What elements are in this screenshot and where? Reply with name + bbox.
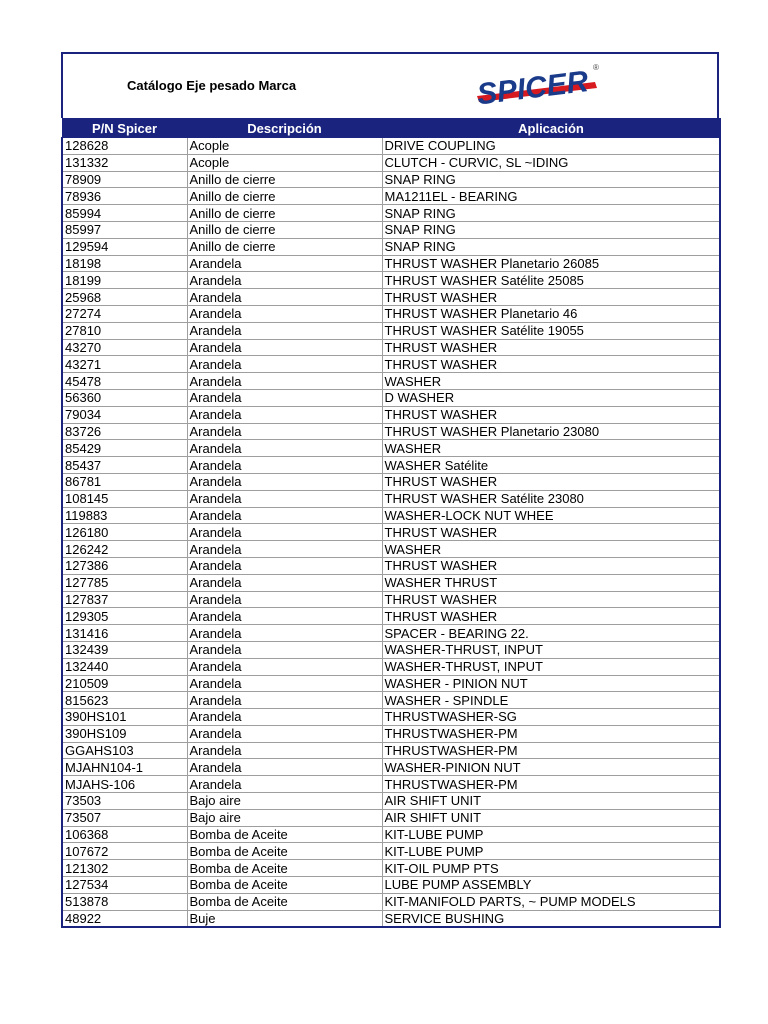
cell-pn: 106368 bbox=[62, 826, 187, 843]
table-row bbox=[62, 709, 720, 726]
cell-pn: 43270 bbox=[62, 339, 187, 356]
cell-application: SNAP RING bbox=[382, 238, 720, 255]
cell-application: KIT-MANIFOLD PARTS, ~ PUMP MODELS bbox=[382, 893, 720, 910]
cell-description: Arandela bbox=[187, 625, 382, 642]
cell-pn: 56360 bbox=[62, 389, 187, 406]
spicer-logo bbox=[471, 60, 603, 116]
cell-pn: 126180 bbox=[62, 524, 187, 541]
cell-application: SNAP RING bbox=[382, 205, 720, 222]
table-row bbox=[62, 255, 720, 272]
table-row bbox=[62, 373, 720, 390]
cell-pn: MJAHN104-1 bbox=[62, 759, 187, 776]
cell-application: DRIVE COUPLING bbox=[382, 138, 720, 155]
cell-description: Arandela bbox=[187, 742, 382, 759]
cell-application: THRUST WASHER Planetario 26085 bbox=[382, 255, 720, 272]
cell-application: WASHER - SPINDLE bbox=[382, 692, 720, 709]
cell-application: THRUST WASHER bbox=[382, 289, 720, 306]
cell-application: THRUST WASHER bbox=[382, 356, 720, 373]
cell-description: Arandela bbox=[187, 406, 382, 423]
cell-description: Arandela bbox=[187, 356, 382, 373]
cell-description: Anillo de cierre bbox=[187, 188, 382, 205]
table-row bbox=[62, 893, 720, 910]
table-row bbox=[62, 188, 720, 205]
cell-application: THRUST WASHER bbox=[382, 473, 720, 490]
table-row bbox=[62, 574, 720, 591]
cell-pn: 131332 bbox=[62, 154, 187, 171]
cell-application: WASHER bbox=[382, 373, 720, 390]
cell-pn: 85994 bbox=[62, 205, 187, 222]
cell-application: WASHER-THRUST, INPUT bbox=[382, 641, 720, 658]
cell-application: SNAP RING bbox=[382, 171, 720, 188]
cell-description: Anillo de cierre bbox=[187, 205, 382, 222]
cell-application: THRUST WASHER bbox=[382, 591, 720, 608]
cell-description: Bajo aire bbox=[187, 809, 382, 826]
cell-description: Arandela bbox=[187, 490, 382, 507]
cell-description: Arandela bbox=[187, 658, 382, 675]
cell-application: WASHER-THRUST, INPUT bbox=[382, 658, 720, 675]
table-header-row bbox=[62, 119, 720, 138]
cell-application: WASHER Satélite bbox=[382, 457, 720, 474]
cell-application: KIT-OIL PUMP PTS bbox=[382, 860, 720, 877]
table-row bbox=[62, 608, 720, 625]
column-header-description: Descripción bbox=[187, 119, 382, 138]
table-row bbox=[62, 154, 720, 171]
cell-description: Arandela bbox=[187, 541, 382, 558]
cell-pn: 129305 bbox=[62, 608, 187, 625]
parts-table bbox=[61, 118, 721, 928]
cell-application: SPACER - BEARING 22. bbox=[382, 625, 720, 642]
table-row bbox=[62, 641, 720, 658]
cell-application: THRUST WASHER bbox=[382, 608, 720, 625]
catalog-title: Catálogo Eje pesado Marca bbox=[127, 78, 297, 93]
catalog-header bbox=[61, 52, 719, 118]
cell-description: Arandela bbox=[187, 272, 382, 289]
cell-application: SNAP RING bbox=[382, 221, 720, 238]
cell-description: Arandela bbox=[187, 641, 382, 658]
table-row bbox=[62, 305, 720, 322]
cell-application: KIT-LUBE PUMP bbox=[382, 826, 720, 843]
cell-pn: 85997 bbox=[62, 221, 187, 238]
cell-description: Arandela bbox=[187, 557, 382, 574]
cell-application: WASHER THRUST bbox=[382, 574, 720, 591]
cell-application: D WASHER bbox=[382, 389, 720, 406]
cell-description: Arandela bbox=[187, 373, 382, 390]
table-row bbox=[62, 221, 720, 238]
table-row bbox=[62, 205, 720, 222]
cell-description: Arandela bbox=[187, 776, 382, 793]
column-header-application: Aplicación bbox=[382, 119, 720, 138]
table-row bbox=[62, 440, 720, 457]
cell-pn: 121302 bbox=[62, 860, 187, 877]
table-row bbox=[62, 138, 720, 155]
cell-description: Arandela bbox=[187, 473, 382, 490]
table-row bbox=[62, 423, 720, 440]
table-row bbox=[62, 776, 720, 793]
cell-application: WASHER bbox=[382, 440, 720, 457]
cell-application: THRUST WASHER Planetario 23080 bbox=[382, 423, 720, 440]
cell-application: WASHER-PINION NUT bbox=[382, 759, 720, 776]
cell-pn: 210509 bbox=[62, 675, 187, 692]
cell-description: Acople bbox=[187, 138, 382, 155]
cell-description: Arandela bbox=[187, 440, 382, 457]
cell-description: Arandela bbox=[187, 591, 382, 608]
table-row bbox=[62, 457, 720, 474]
cell-pn: 108145 bbox=[62, 490, 187, 507]
cell-description: Bomba de Aceite bbox=[187, 893, 382, 910]
cell-pn: 85437 bbox=[62, 457, 187, 474]
cell-application: THRUST WASHER Satélite 23080 bbox=[382, 490, 720, 507]
cell-application: THRUST WASHER Planetario 46 bbox=[382, 305, 720, 322]
cell-pn: 119883 bbox=[62, 507, 187, 524]
cell-pn: 127837 bbox=[62, 591, 187, 608]
cell-description: Arandela bbox=[187, 709, 382, 726]
cell-pn: 132439 bbox=[62, 641, 187, 658]
table-row bbox=[62, 591, 720, 608]
cell-description: Arandela bbox=[187, 339, 382, 356]
table-row bbox=[62, 625, 720, 642]
cell-pn: 126242 bbox=[62, 541, 187, 558]
table-row bbox=[62, 759, 720, 776]
cell-pn: 73503 bbox=[62, 793, 187, 810]
cell-application: KIT-LUBE PUMP bbox=[382, 843, 720, 860]
column-header-pn: P/N Spicer bbox=[62, 119, 187, 138]
cell-application: MA1211EL - BEARING bbox=[382, 188, 720, 205]
cell-pn: 73507 bbox=[62, 809, 187, 826]
cell-pn: 132440 bbox=[62, 658, 187, 675]
cell-description: Arandela bbox=[187, 423, 382, 440]
cell-description: Bomba de Aceite bbox=[187, 826, 382, 843]
cell-application: THRUST WASHER Satélite 25085 bbox=[382, 272, 720, 289]
table-row bbox=[62, 541, 720, 558]
table-row bbox=[62, 473, 720, 490]
table-row bbox=[62, 389, 720, 406]
cell-pn: 127386 bbox=[62, 557, 187, 574]
cell-description: Acople bbox=[187, 154, 382, 171]
cell-description: Buje bbox=[187, 910, 382, 927]
cell-description: Arandela bbox=[187, 305, 382, 322]
cell-pn: 18199 bbox=[62, 272, 187, 289]
table-row bbox=[62, 356, 720, 373]
cell-application: THRUSTWASHER-PM bbox=[382, 742, 720, 759]
table-row bbox=[62, 793, 720, 810]
table-row bbox=[62, 692, 720, 709]
cell-application: LUBE PUMP ASSEMBLY bbox=[382, 877, 720, 894]
table-row bbox=[62, 843, 720, 860]
table-row bbox=[62, 171, 720, 188]
catalog-sheet bbox=[61, 52, 719, 928]
cell-application: AIR SHIFT UNIT bbox=[382, 809, 720, 826]
cell-application: WASHER bbox=[382, 541, 720, 558]
cell-pn: 45478 bbox=[62, 373, 187, 390]
table-row bbox=[62, 507, 720, 524]
cell-pn: 127534 bbox=[62, 877, 187, 894]
cell-pn: 85429 bbox=[62, 440, 187, 457]
cell-description: Anillo de cierre bbox=[187, 238, 382, 255]
cell-description: Arandela bbox=[187, 507, 382, 524]
cell-pn: MJAHS-106 bbox=[62, 776, 187, 793]
cell-description: Bomba de Aceite bbox=[187, 843, 382, 860]
table-row bbox=[62, 524, 720, 541]
table-row bbox=[62, 826, 720, 843]
cell-description: Arandela bbox=[187, 524, 382, 541]
table-row bbox=[62, 809, 720, 826]
cell-description: Arandela bbox=[187, 255, 382, 272]
cell-application: THRUSTWASHER-PM bbox=[382, 725, 720, 742]
cell-description: Arandela bbox=[187, 692, 382, 709]
cell-application: CLUTCH - CURVIC, SL ~IDING bbox=[382, 154, 720, 171]
table-row bbox=[62, 490, 720, 507]
cell-application: WASHER - PINION NUT bbox=[382, 675, 720, 692]
table-row bbox=[62, 910, 720, 927]
cell-pn: 79034 bbox=[62, 406, 187, 423]
cell-description: Arandela bbox=[187, 457, 382, 474]
cell-application: THRUST WASHER bbox=[382, 524, 720, 541]
cell-pn: 390HS109 bbox=[62, 725, 187, 742]
cell-description: Arandela bbox=[187, 289, 382, 306]
cell-description: Arandela bbox=[187, 608, 382, 625]
cell-pn: GGAHS103 bbox=[62, 742, 187, 759]
cell-description: Arandela bbox=[187, 389, 382, 406]
cell-pn: 83726 bbox=[62, 423, 187, 440]
cell-pn: 86781 bbox=[62, 473, 187, 490]
cell-application: WASHER-LOCK NUT WHEE bbox=[382, 507, 720, 524]
table-row bbox=[62, 238, 720, 255]
table-row bbox=[62, 272, 720, 289]
cell-pn: 390HS101 bbox=[62, 709, 187, 726]
table-row bbox=[62, 557, 720, 574]
cell-pn: 129594 bbox=[62, 238, 187, 255]
cell-application: THRUST WASHER Satélite 19055 bbox=[382, 322, 720, 339]
cell-pn: 128628 bbox=[62, 138, 187, 155]
cell-pn: 18198 bbox=[62, 255, 187, 272]
cell-description: Arandela bbox=[187, 322, 382, 339]
cell-application: SERVICE BUSHING bbox=[382, 910, 720, 927]
table-row bbox=[62, 860, 720, 877]
cell-pn: 27274 bbox=[62, 305, 187, 322]
cell-pn: 815623 bbox=[62, 692, 187, 709]
cell-application: THRUST WASHER bbox=[382, 557, 720, 574]
cell-pn: 78909 bbox=[62, 171, 187, 188]
cell-pn: 513878 bbox=[62, 893, 187, 910]
cell-pn: 27810 bbox=[62, 322, 187, 339]
table-row bbox=[62, 725, 720, 742]
cell-application: THRUST WASHER bbox=[382, 406, 720, 423]
cell-pn: 131416 bbox=[62, 625, 187, 642]
table-row bbox=[62, 742, 720, 759]
table-row bbox=[62, 339, 720, 356]
cell-pn: 107672 bbox=[62, 843, 187, 860]
cell-description: Anillo de cierre bbox=[187, 171, 382, 188]
cell-description: Arandela bbox=[187, 675, 382, 692]
cell-description: Bomba de Aceite bbox=[187, 877, 382, 894]
table-row bbox=[62, 406, 720, 423]
table-row bbox=[62, 322, 720, 339]
table-row bbox=[62, 675, 720, 692]
cell-description: Arandela bbox=[187, 759, 382, 776]
table-body bbox=[62, 138, 720, 928]
table-row bbox=[62, 877, 720, 894]
cell-description: Bajo aire bbox=[187, 793, 382, 810]
cell-pn: 78936 bbox=[62, 188, 187, 205]
cell-description: Bomba de Aceite bbox=[187, 860, 382, 877]
cell-description: Arandela bbox=[187, 574, 382, 591]
cell-description: Arandela bbox=[187, 725, 382, 742]
registered-mark: ® bbox=[593, 63, 599, 72]
cell-description: Anillo de cierre bbox=[187, 221, 382, 238]
cell-application: THRUST WASHER bbox=[382, 339, 720, 356]
cell-application: AIR SHIFT UNIT bbox=[382, 793, 720, 810]
cell-pn: 48922 bbox=[62, 910, 187, 927]
cell-application: THRUSTWASHER-SG bbox=[382, 709, 720, 726]
cell-application: THRUSTWASHER-PM bbox=[382, 776, 720, 793]
table-row bbox=[62, 658, 720, 675]
cell-pn: 127785 bbox=[62, 574, 187, 591]
spicer-logo-text: SPICER bbox=[475, 65, 591, 112]
cell-pn: 25968 bbox=[62, 289, 187, 306]
cell-pn: 43271 bbox=[62, 356, 187, 373]
table-row bbox=[62, 289, 720, 306]
